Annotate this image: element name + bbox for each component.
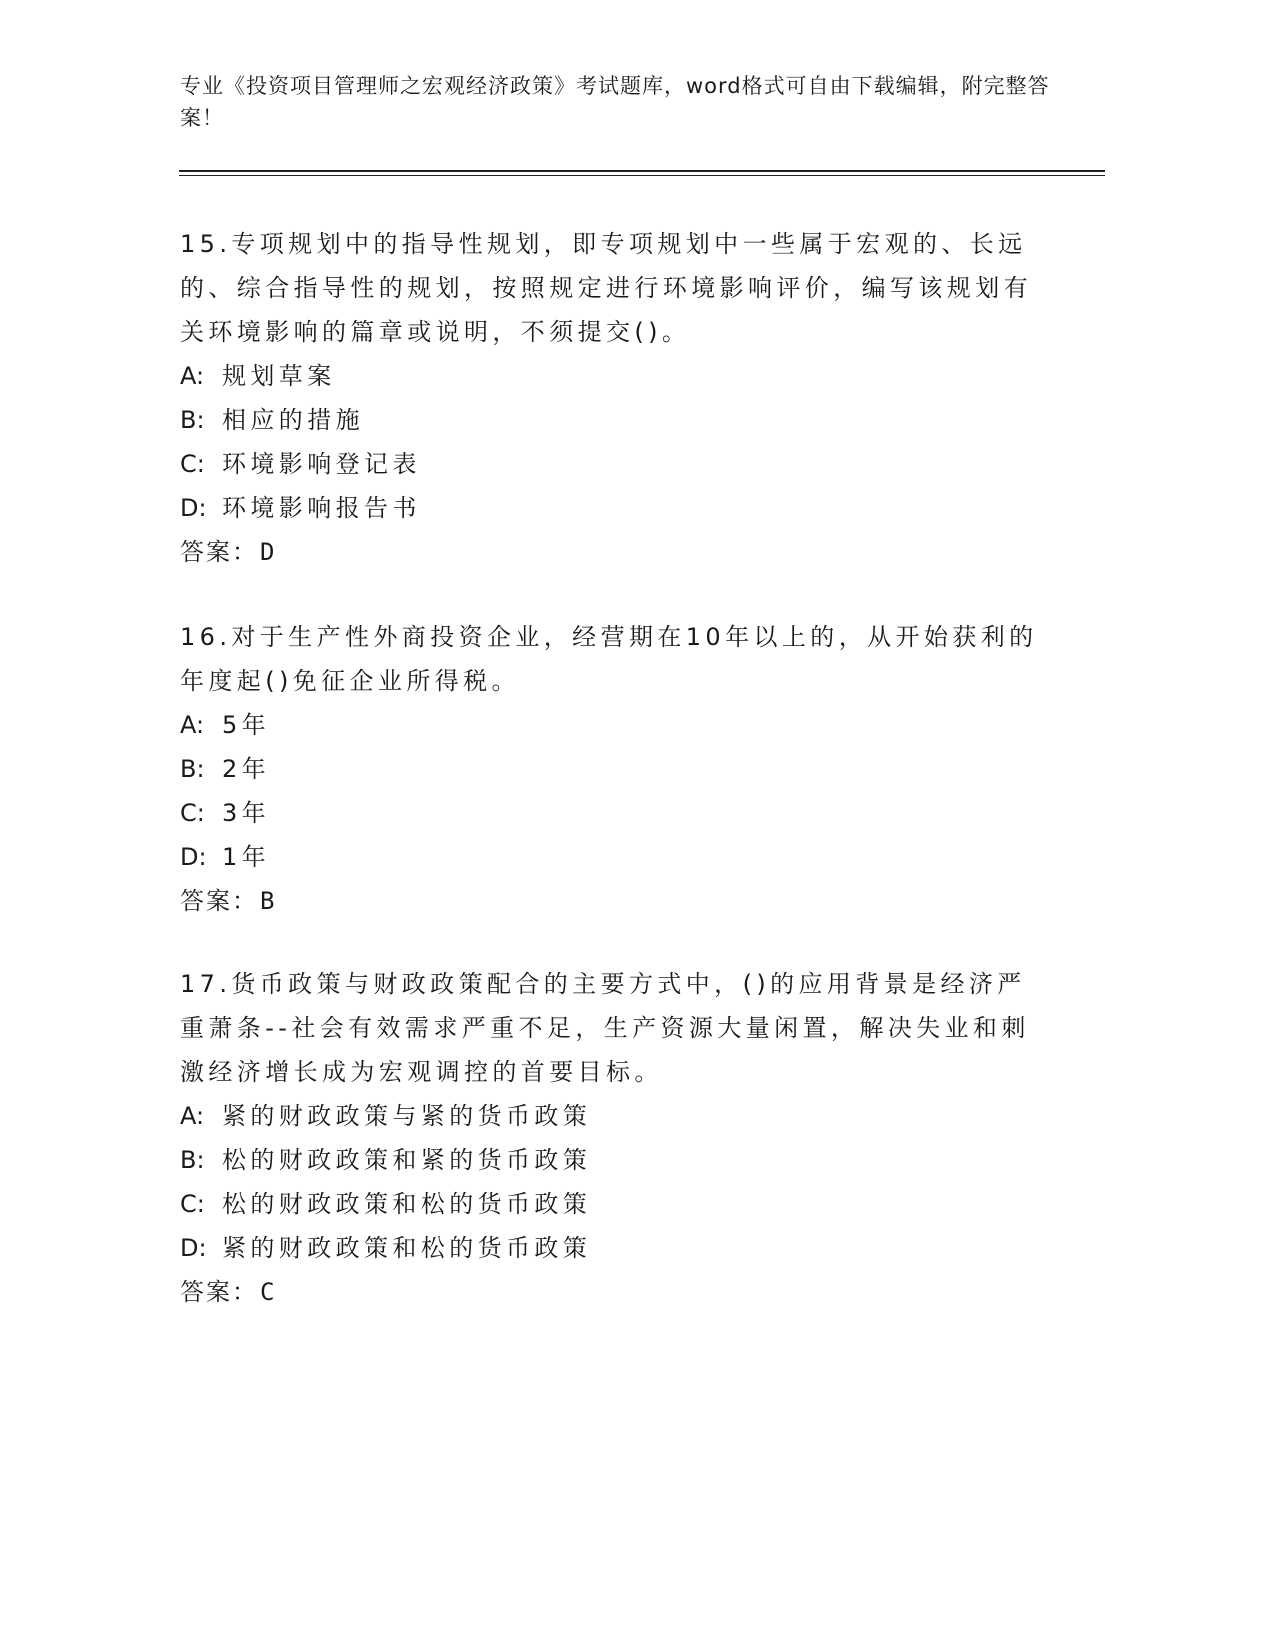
answer-line bbox=[180, 530, 1040, 574]
option-d bbox=[180, 835, 1040, 879]
question-17 bbox=[180, 962, 1040, 1314]
option-d bbox=[180, 1226, 1040, 1270]
option-text: 松的财政政策和紧的货币政策 bbox=[222, 1146, 592, 1174]
answer-value: D bbox=[260, 538, 275, 566]
option-letter: B: bbox=[180, 406, 205, 434]
option-text: 环境影响登记表 bbox=[222, 450, 421, 478]
header-divider-thin bbox=[179, 175, 1105, 176]
option-letter: D: bbox=[180, 494, 207, 522]
header-intro-text: 专业《投资项目管理师之宏观经济政策》考试题库，word格式可自由下载编辑，附完整答案！ bbox=[180, 74, 1050, 130]
option-letter: C: bbox=[180, 450, 205, 478]
option-letter: D: bbox=[180, 843, 207, 871]
answer-line bbox=[180, 1270, 1040, 1314]
option-letter: B: bbox=[180, 755, 205, 783]
option-text: 相应的措施 bbox=[222, 406, 364, 434]
option-b bbox=[180, 747, 1040, 791]
option-text: 紧的财政政策与紧的货币政策 bbox=[222, 1102, 592, 1130]
option-text: 3年 bbox=[222, 799, 271, 827]
answer-value: C bbox=[260, 1278, 275, 1306]
option-letter: B: bbox=[180, 1146, 205, 1174]
option-letter: D: bbox=[180, 1234, 207, 1262]
question-16 bbox=[180, 615, 1040, 923]
option-letter: C: bbox=[180, 1190, 205, 1218]
answer-line bbox=[180, 879, 1040, 923]
question-stem: 17.货币政策与财政政策配合的主要方式中，()的应用背景是经济严重萧条--社会有效需求严重不足，生产资源大量闲置，解决失业和刺激经济增长成为宏观调控的首要目标。 bbox=[180, 970, 1030, 1086]
document-header bbox=[180, 70, 1060, 134]
answer-label: 答案： bbox=[180, 538, 258, 566]
option-text: 环境影响报告书 bbox=[222, 494, 421, 522]
option-letter: A: bbox=[180, 711, 205, 739]
header-divider-thick bbox=[179, 170, 1105, 172]
option-text: 规划草案 bbox=[222, 362, 336, 390]
question-stem: 16.对于生产性外商投资企业，经营期在10年以上的，从开始获利的年度起()免征企业所得税。 bbox=[180, 623, 1038, 695]
option-c bbox=[180, 1182, 1040, 1226]
option-letter: A: bbox=[180, 362, 205, 390]
option-b bbox=[180, 1138, 1040, 1182]
answer-value: B bbox=[260, 887, 275, 915]
option-text: 5年 bbox=[222, 711, 271, 739]
option-a bbox=[180, 354, 1040, 398]
question-15 bbox=[180, 222, 1040, 574]
option-text: 2年 bbox=[222, 755, 271, 783]
option-text: 紧的财政政策和松的货币政策 bbox=[222, 1234, 592, 1262]
question-stem: 15.专项规划中的指导性规划，即专项规划中一些属于宏观的、长远的、综合指导性的规划，按照规定进行环境影响评价，编写该规划有关环境影响的篇章或说明，不须提交()。 bbox=[180, 230, 1032, 346]
option-b bbox=[180, 398, 1040, 442]
option-text: 1年 bbox=[222, 843, 271, 871]
option-text: 松的财政政策和松的货币政策 bbox=[222, 1190, 592, 1218]
option-c bbox=[180, 442, 1040, 486]
answer-label: 答案： bbox=[180, 1278, 258, 1306]
option-c bbox=[180, 791, 1040, 835]
option-d bbox=[180, 486, 1040, 530]
answer-label: 答案： bbox=[180, 887, 258, 915]
option-a bbox=[180, 1094, 1040, 1138]
option-letter: C: bbox=[180, 799, 205, 827]
option-letter: A: bbox=[180, 1102, 205, 1130]
option-a bbox=[180, 703, 1040, 747]
